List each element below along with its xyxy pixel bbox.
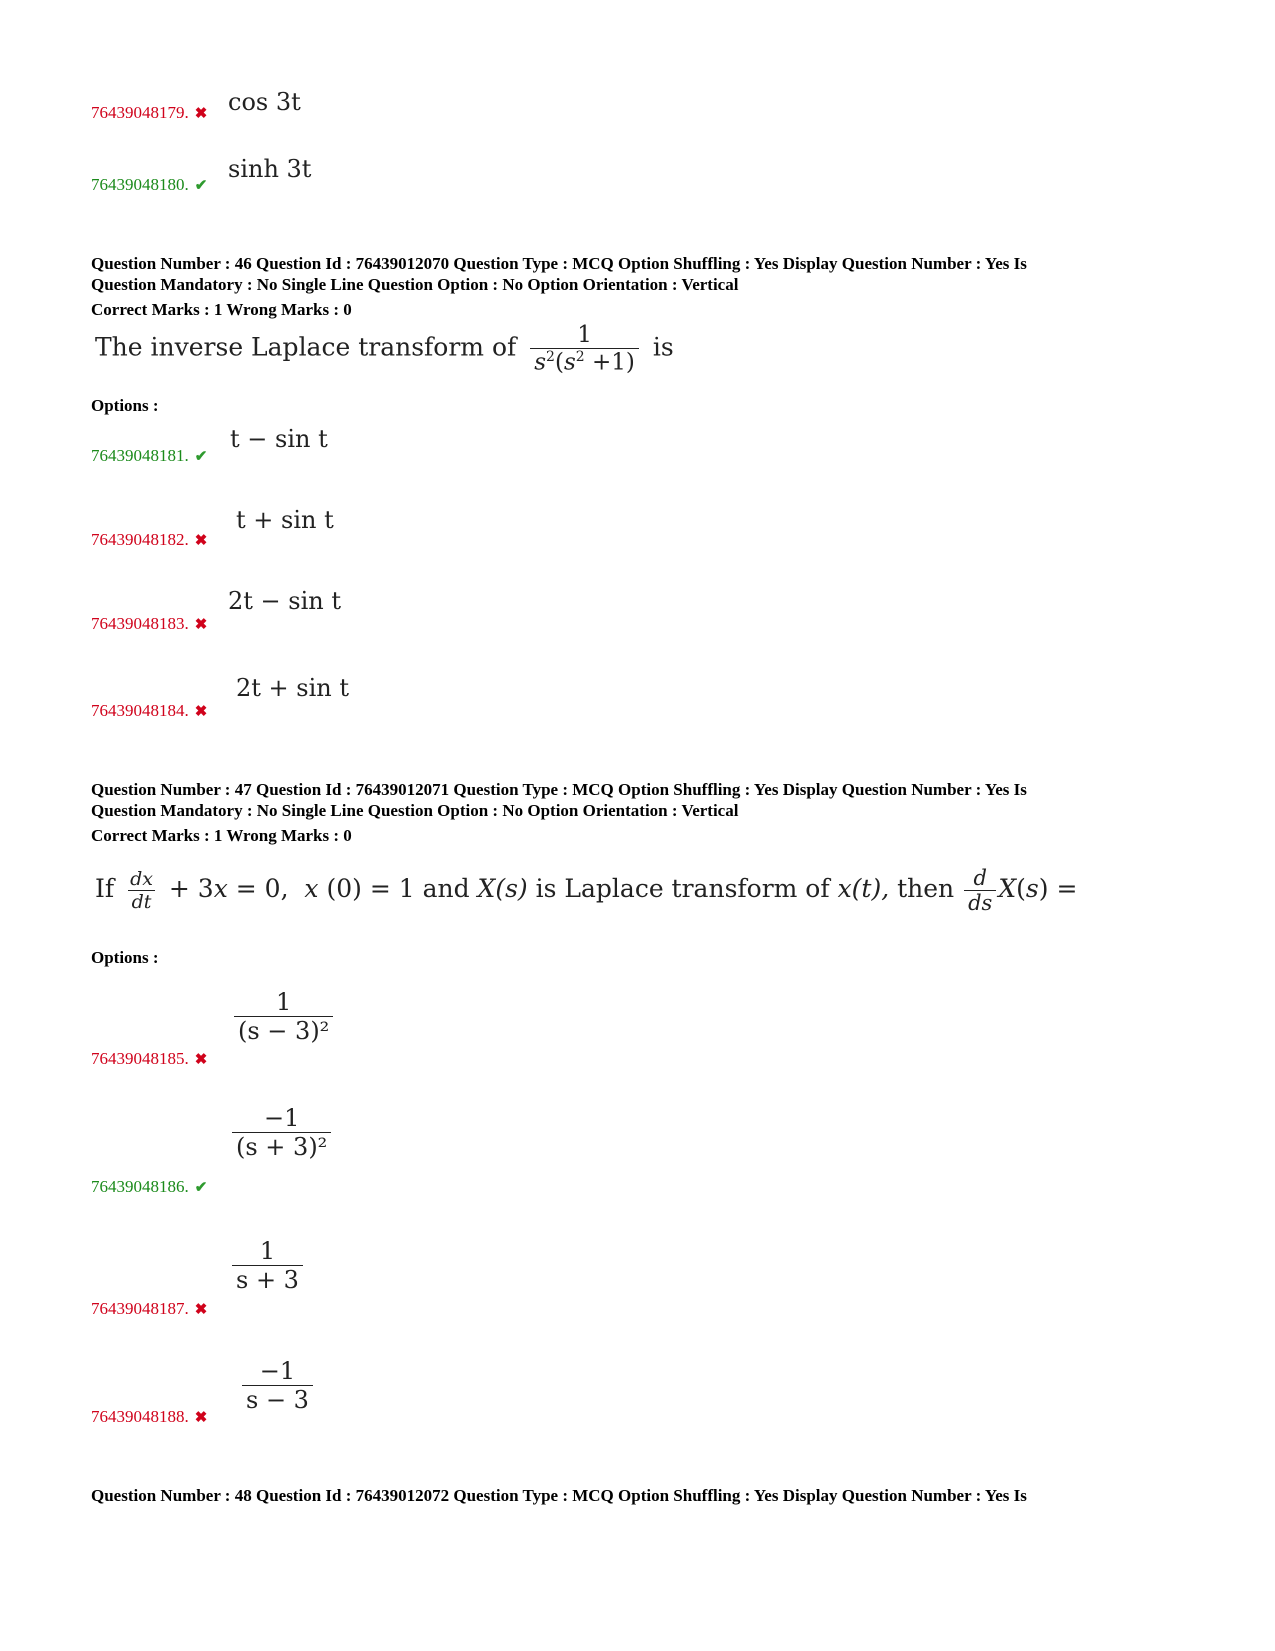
question-text-47: If $\frac{dx}{dt}$ + 3x = 0, x (0) = 1 and X(s) is Laplace transform of x(t), then $\frac{d}{ds}$ X(s) =: [95, 866, 1078, 915]
option-expression: [228, 155, 311, 183]
option-fraction: [232, 1237, 303, 1294]
fraction-denominator: s + 3: [232, 1265, 303, 1294]
fraction-numerator: 1: [276, 988, 292, 1016]
option-expression: [242, 1357, 313, 1414]
option-id-text: 76439048186.: [91, 1177, 189, 1196]
question-marks: Correct Marks : 1 Wrong Marks : 0: [91, 300, 352, 319]
option-id-text: 76439048180.: [91, 175, 189, 194]
option-expression: [234, 988, 333, 1045]
option-id-76439048181: [91, 446, 207, 466]
question-text-suffix: is: [652, 332, 674, 362]
question-marks: Correct Marks : 1 Wrong Marks : 0: [91, 826, 352, 845]
cross-icon: ✖: [194, 533, 208, 549]
cross-icon: ✖: [194, 1410, 208, 1426]
option-expr-text: sinh 3t: [228, 155, 312, 183]
question-text-46: [95, 322, 674, 376]
option-id-76439048183: [91, 614, 207, 634]
option-fraction: [232, 1104, 331, 1161]
question-meta-47: [91, 779, 1201, 846]
option-expression: [228, 88, 301, 116]
fraction-numerator: dx: [130, 868, 153, 890]
option-id-text: 76439048181.: [91, 446, 189, 465]
option-id-76439048179: [91, 103, 207, 123]
option-id-76439048180: [91, 175, 207, 195]
option-id-text: 76439048184.: [91, 701, 189, 720]
cross-icon: ✖: [194, 1052, 208, 1068]
option-id-76439048186: [91, 1177, 207, 1197]
cross-icon: ✖: [194, 704, 208, 720]
option-fraction: [242, 1357, 313, 1414]
option-id-text: 76439048188.: [91, 1407, 189, 1426]
check-icon: ✔: [194, 1180, 208, 1196]
option-expression: 2t + sin t: [236, 674, 350, 702]
fraction-numerator: d: [973, 866, 987, 890]
question-fraction: [530, 322, 639, 376]
check-icon: ✔: [194, 178, 208, 194]
option-id-76439048184: [91, 701, 207, 721]
fraction-denominator: (s − 3)²: [234, 1016, 333, 1045]
question-meta-line: Question Number : 47 Question Id : 76439012071 Question Type : MCQ Option Shuffling : Yes Display Question Number : Yes Is: [91, 780, 1027, 799]
question-text-prefix: The inverse Laplace transform of: [95, 332, 517, 362]
fraction-denominator: ds: [964, 890, 996, 915]
option-id-76439048182: [91, 530, 207, 550]
fraction-denominator: $s^2(s^2 +1)$: [530, 348, 639, 376]
derivative-fraction: [126, 868, 157, 913]
check-icon: ✔: [194, 449, 208, 465]
option-id-76439048187: [91, 1299, 207, 1319]
fraction-numerator: −1: [263, 1104, 300, 1132]
question-meta-line: Question Mandatory : No Single Line Question Option : No Option Orientation : Vertical: [91, 801, 739, 820]
option-id-76439048185: [91, 1049, 207, 1069]
option-id-76439048188: [91, 1407, 207, 1427]
question-meta-46: [91, 253, 1201, 320]
derivative-fraction: [964, 866, 996, 915]
cross-icon: ✖: [194, 617, 208, 633]
fraction-numerator: −1: [259, 1357, 296, 1385]
option-expression: t + sin t: [236, 506, 334, 534]
option-id-text: 76439048183.: [91, 614, 189, 633]
option-expression: [232, 1237, 303, 1294]
question-meta-line: Question Mandatory : No Single Line Question Option : No Option Orientation : Vertical: [91, 275, 739, 294]
question-meta-48: [91, 1485, 1201, 1506]
option-id-text: 76439048182.: [91, 530, 189, 549]
options-label: Options :: [91, 396, 159, 415]
option-id-text: 76439048185.: [91, 1049, 189, 1068]
option-expression: t − sin t: [230, 425, 328, 453]
option-expression: [232, 1104, 331, 1161]
fraction-numerator: 1: [259, 1237, 276, 1265]
fraction-denominator: s − 3: [242, 1385, 313, 1414]
option-id-text: 76439048187.: [91, 1299, 189, 1318]
cross-icon: ✖: [194, 106, 208, 122]
question-meta-line: Question Number : 48 Question Id : 76439012072 Question Type : MCQ Option Shuffling : Yes Display Question Number : Yes Is: [91, 1486, 1027, 1505]
option-expr-text: cos 3t: [228, 88, 301, 116]
question-meta-line: Question Number : 46 Question Id : 76439012070 Question Type : MCQ Option Shuffling : Yes Display Question Number : Yes Is: [91, 254, 1027, 273]
fraction-denominator: dt: [128, 890, 156, 913]
cross-icon: ✖: [194, 1302, 208, 1318]
option-id-text: 76439048179.: [91, 103, 189, 122]
fraction-denominator: (s + 3)²: [232, 1132, 331, 1161]
option-fraction: [234, 988, 333, 1045]
options-label: Options :: [91, 948, 159, 967]
option-expression: 2t − sin t: [228, 587, 342, 615]
fraction-numerator: 1: [577, 322, 592, 348]
